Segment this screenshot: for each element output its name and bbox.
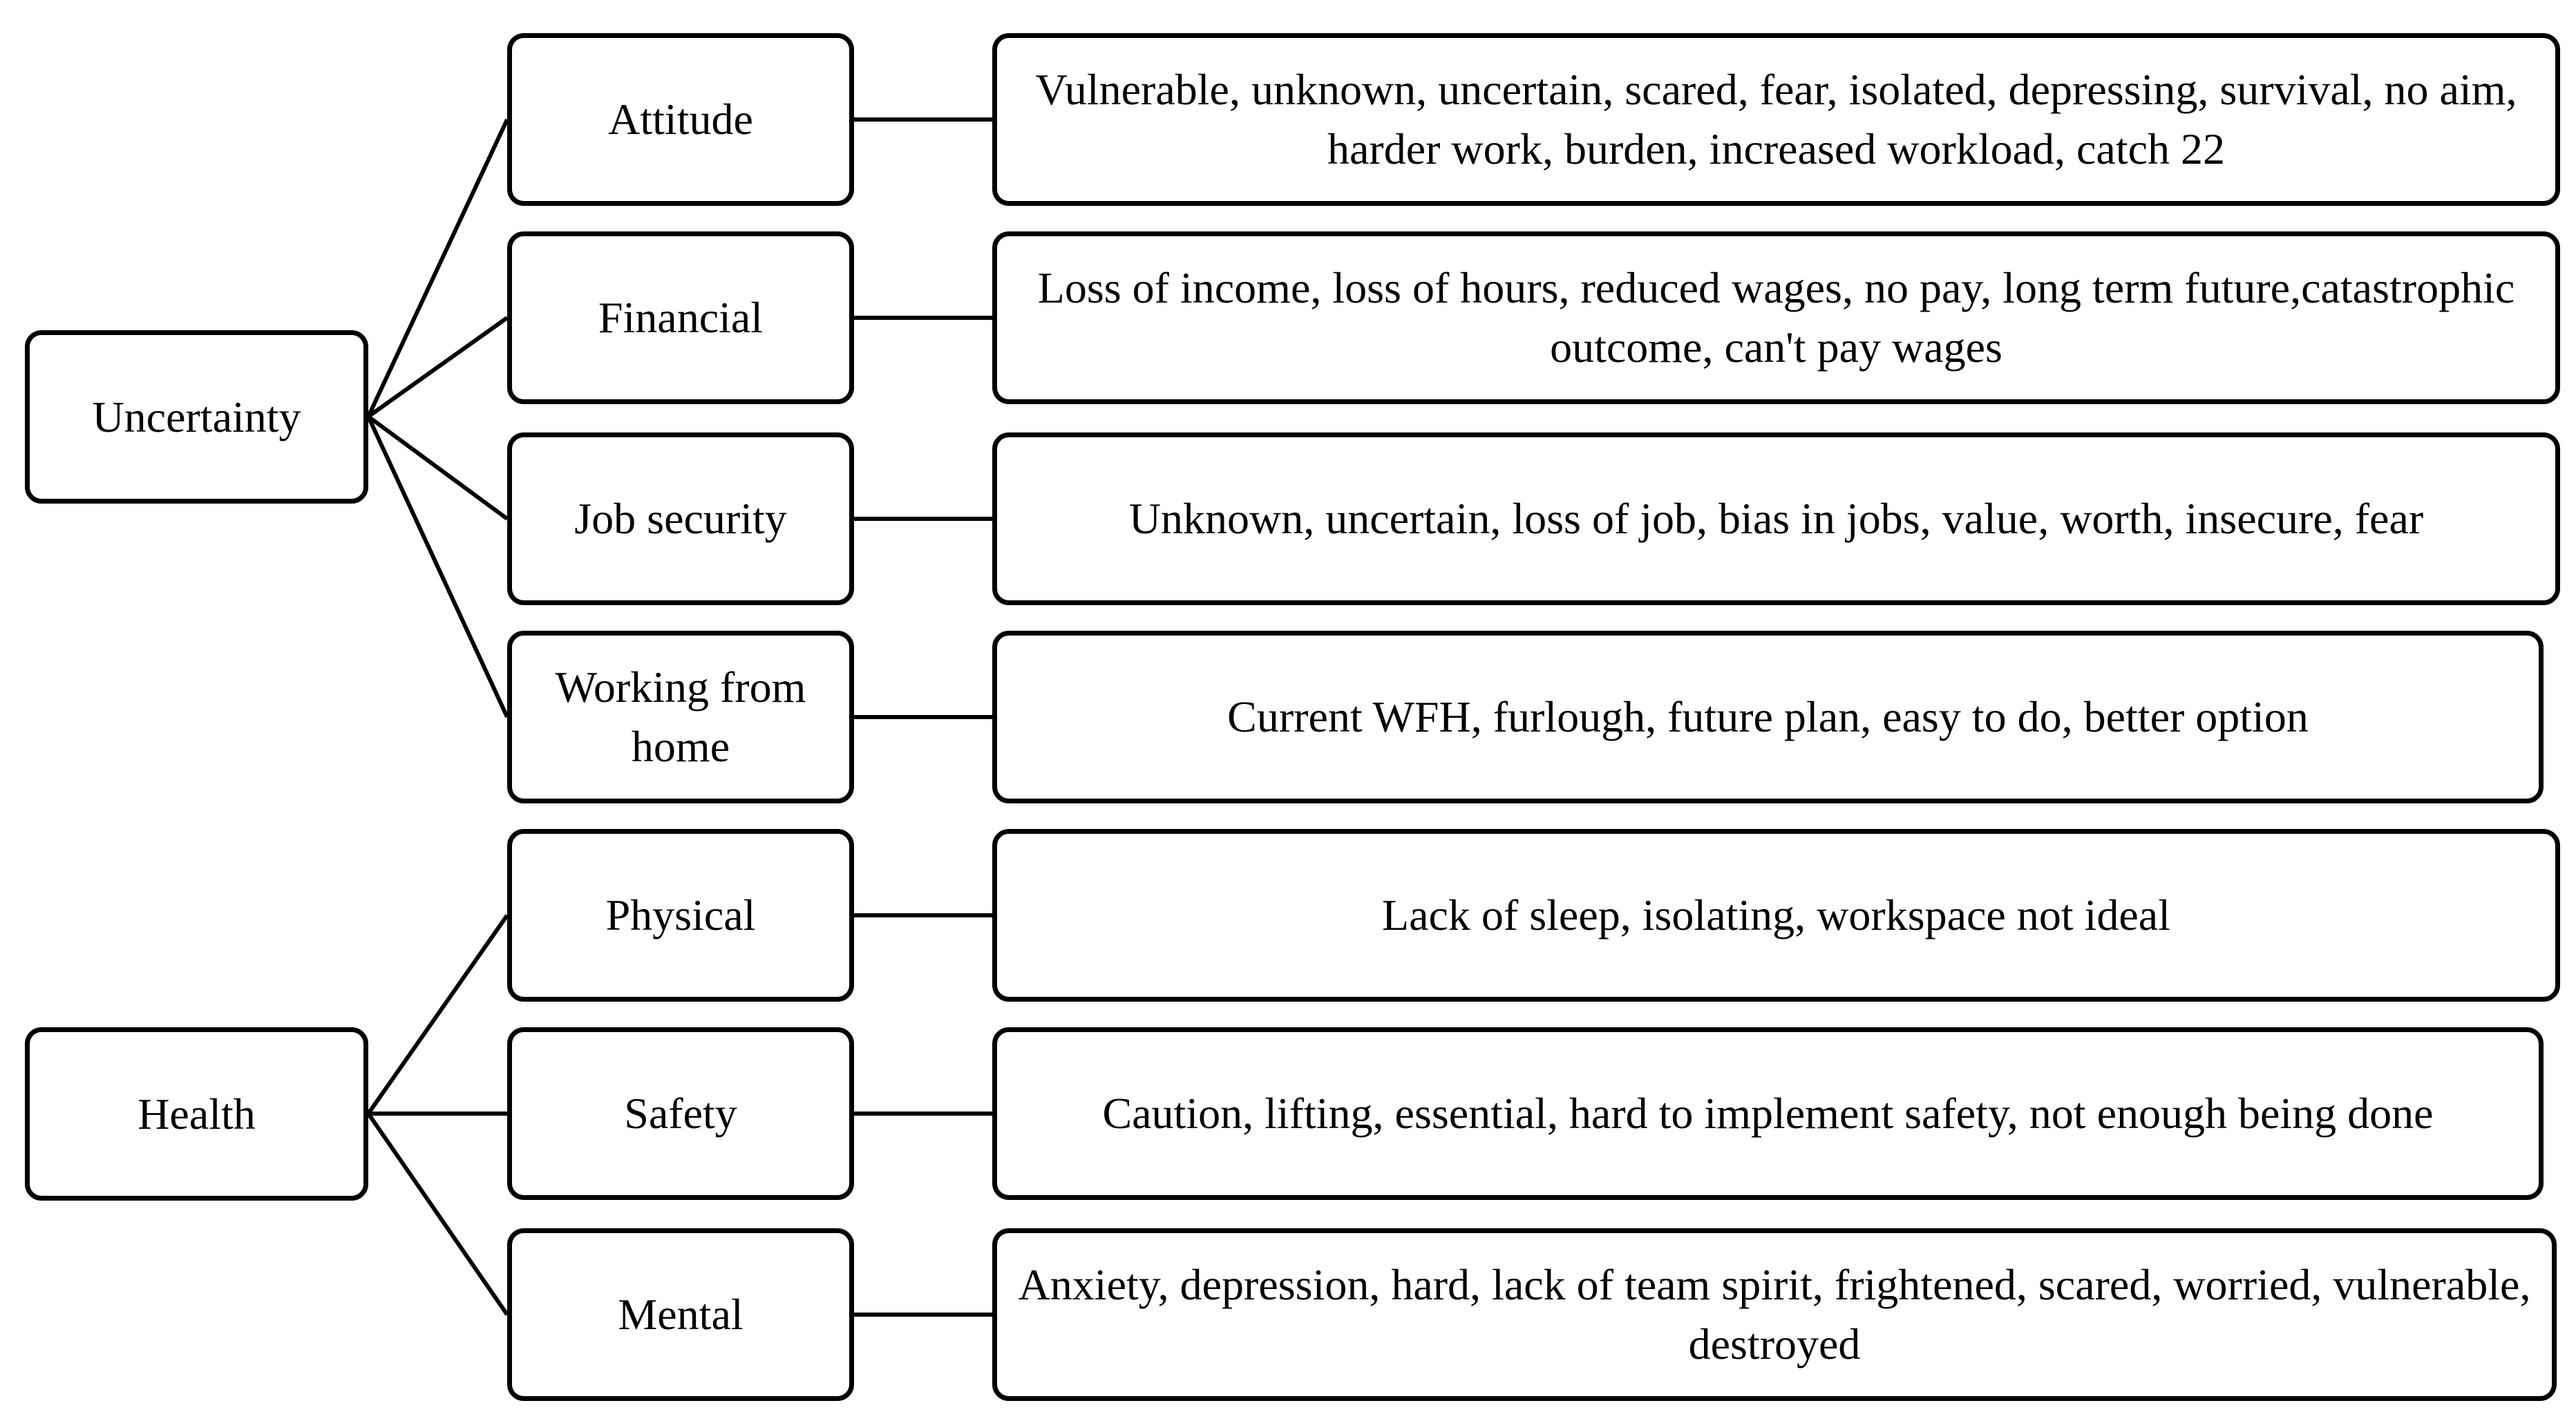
theme-mental (507, 1228, 854, 1401)
detail-text: Current WFH, furlough, future plan, easy to do, better option (1227, 692, 2309, 741)
theme-label: Working from home (555, 662, 806, 771)
detail-financial (992, 231, 2560, 404)
detail-attitude (992, 33, 2560, 206)
theme-label: Attitude (608, 95, 753, 144)
theme-label: Safety (624, 1089, 737, 1138)
connector (368, 120, 507, 417)
theme-financial (507, 231, 854, 404)
connector (368, 417, 507, 519)
theme-label: Job security (574, 494, 787, 543)
category-uncertainty (25, 330, 368, 504)
theme-label: Financial (598, 293, 764, 342)
detail-text: Caution, lifting, essential, hard to implement safety, not enough being done (1102, 1089, 2434, 1138)
theme-attitude (507, 33, 854, 206)
detail-mental (992, 1228, 2557, 1401)
theme-physical (507, 829, 854, 1002)
detail-safety (992, 1027, 2544, 1200)
detail-job-security (992, 432, 2560, 605)
theme-working-from-home (507, 631, 854, 803)
connector (368, 1114, 507, 1315)
detail-working-from-home (992, 631, 2544, 803)
detail-physical (992, 829, 2560, 1002)
category-label: Health (138, 1089, 256, 1138)
theme-label: Mental (618, 1290, 744, 1339)
theme-job-security (507, 432, 854, 605)
detail-text: Anxiety, depression, hard, lack of team spirit, frightened, scared, worried, vulnerable, destroyed (1018, 1260, 2531, 1368)
category-health (25, 1027, 368, 1201)
theme-safety (507, 1027, 854, 1200)
detail-text: Vulnerable, unknown, uncertain, scared, fear, isolated, depressing, survival, no aim, harder work, burden, increased workload, catch 22 (1035, 65, 2517, 173)
connector (368, 915, 507, 1114)
connector (368, 417, 507, 717)
detail-text: Loss of income, loss of hours, reduced wages, no pay, long term future,catastrophic outcome, can't pay wages (1037, 263, 2515, 372)
theme-label: Physical (605, 890, 756, 940)
detail-text: Unknown, uncertain, loss of job, bias in jobs, value, worth, insecure, fear (1128, 494, 2424, 543)
category-label: Uncertainty (92, 392, 301, 441)
detail-text: Lack of sleep, isolating, workspace not ideal (1382, 890, 2170, 940)
